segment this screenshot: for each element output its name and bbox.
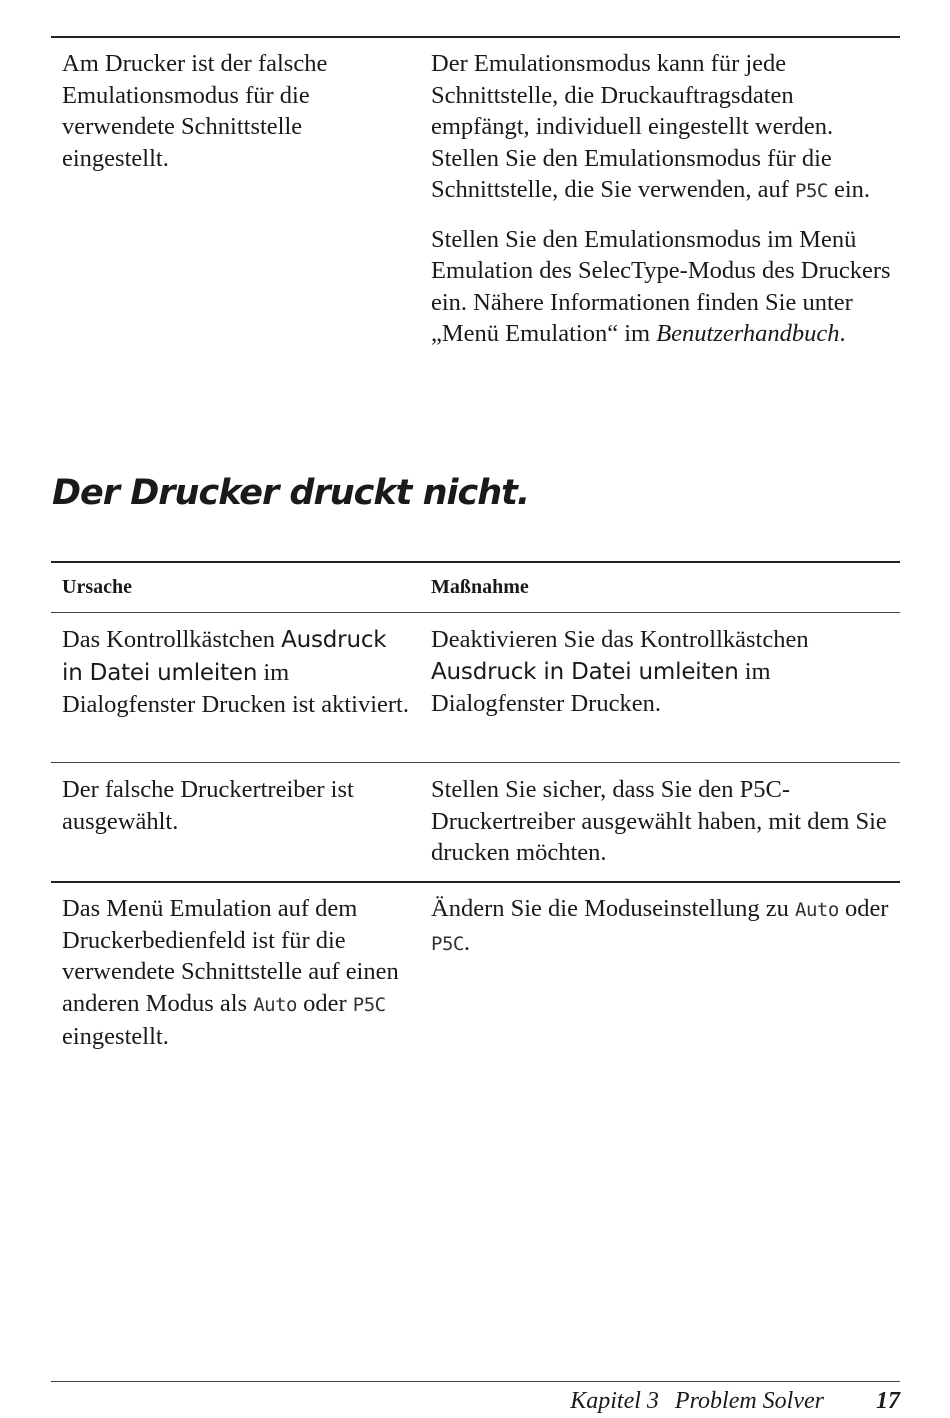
section-title: Der Drucker druckt nicht. — [52, 473, 530, 513]
column-header-measure: Maßnahme — [431, 576, 529, 598]
manual-reference: Benutzerhandbuch — [656, 320, 840, 347]
cause-text: Am Drucker ist der falsche Emulationsmodus für die verwendete Schnittstelle eingestellt. — [62, 50, 328, 172]
remedy-paragraph-1 — [431, 48, 896, 208]
ui-option-label: Ausdruck in Datei umleiten — [62, 627, 387, 686]
remedy-text: Stellen Sie den Emulationsmodus im Menü Emulation des SelecType-Modus des Druckers ein. Nähere Informationen finden Sie unter „Menü Emulation“ im — [431, 225, 891, 347]
cause-text: eingestellt. — [62, 1023, 169, 1050]
remedy-text: ein. — [833, 176, 871, 203]
cause-text: Das Kontrollkästchen — [62, 626, 275, 653]
code-p5c: P5C — [431, 932, 464, 955]
cause-text: im Dialogfenster Drucken ist aktiviert. — [62, 658, 409, 718]
table-row-1-measure — [431, 624, 896, 720]
row-divider — [51, 881, 900, 883]
table-row-3-cause — [62, 893, 412, 1053]
measure-text: Stellen Sie sicher, dass Sie den P5C-Druckertreiber ausgewählt haben, mit dem Sie drucken möchten. — [431, 776, 887, 866]
remedy-text: . — [839, 320, 846, 347]
measure-text: Ändern Sie die Moduseinstellung zu — [431, 895, 789, 922]
column-header-cause: Ursache — [62, 576, 132, 598]
code-auto: Auto — [253, 993, 297, 1016]
cause-text: Der falsche Druckertreiber ist ausgewählt. — [62, 776, 354, 835]
table-row-3-measure — [431, 893, 896, 960]
top-table-rule — [51, 36, 900, 38]
top-table-cause — [62, 48, 412, 174]
code-p5c: P5C — [795, 180, 828, 202]
table-row-1-cause — [62, 624, 412, 721]
code-auto: Auto — [795, 899, 839, 921]
top-table-remedy — [431, 48, 896, 350]
cause-text: oder — [303, 989, 347, 1017]
page-number: 17 — [876, 1388, 900, 1414]
measure-text: im Dialogfenster Drucken. — [431, 657, 771, 717]
table-row-2-cause — [62, 774, 412, 837]
remedy-paragraph-2 — [431, 224, 896, 350]
code-p5c: P5C — [352, 993, 386, 1016]
table-top-rule — [51, 561, 900, 563]
header-divider — [51, 612, 900, 613]
row-divider — [51, 762, 900, 763]
measure-text: oder — [844, 895, 889, 922]
measure-text: Deaktivieren Sie das Kontrollkästchen — [431, 626, 809, 653]
table-row-2-measure — [431, 774, 896, 869]
ui-option-label: Ausdruck in Datei umleiten — [431, 658, 739, 685]
footer-rule — [51, 1381, 900, 1382]
cause-text: Das Menü Emulation auf dem Druckerbedienfeld ist für die verwendete Schnittstelle auf einen anderen Modus als — [62, 895, 399, 1017]
page-footer — [570, 1386, 900, 1416]
remedy-text: Der Emulationsmodus kann für jede Schnittstelle, die Druckauftragsdaten empfängt, individuell eingestellt werden. Stellen Sie den Emulationsmodus für die Schnittstelle, die Sie verwenden, auf — [431, 50, 834, 203]
measure-text: . — [463, 928, 470, 956]
footer-chapter: Kapitel 3 — [570, 1388, 659, 1414]
footer-title: Problem Solver — [674, 1388, 824, 1414]
